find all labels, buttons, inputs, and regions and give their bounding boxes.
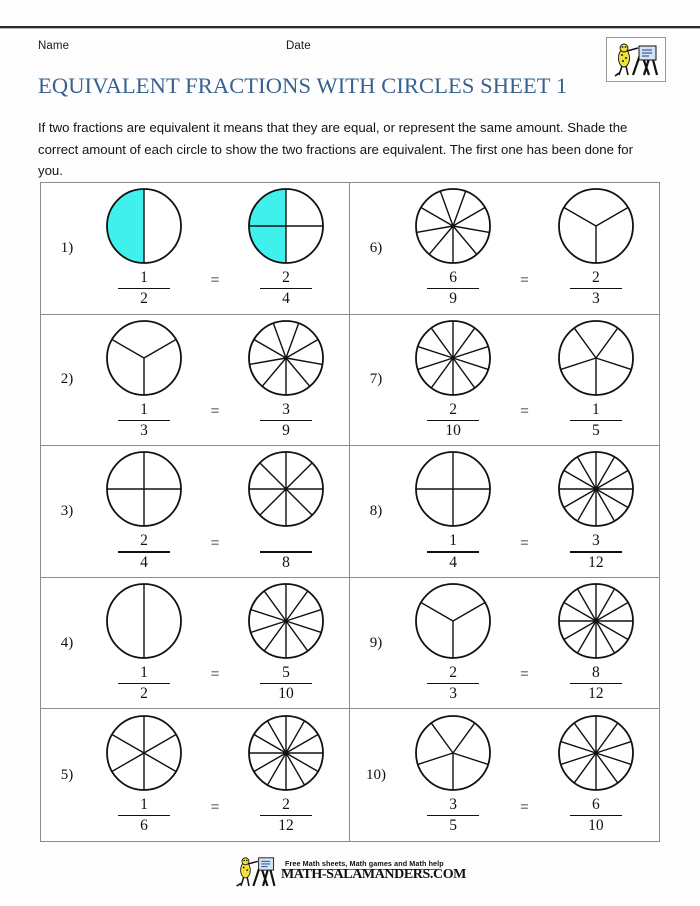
problem-number: 9)	[369, 634, 383, 651]
problem-number: 7)	[369, 371, 383, 388]
fraction-left	[118, 269, 170, 308]
fraction-bar	[118, 288, 170, 289]
equals-sign: =	[210, 534, 220, 552]
fraction-bar	[570, 551, 622, 552]
fraction-circle-left	[415, 188, 491, 264]
footer-salamander-icon	[234, 854, 278, 888]
equals-sign: =	[520, 271, 529, 289]
fraction-right	[260, 401, 312, 440]
fraction-bar	[260, 288, 312, 289]
numerator[interactable]: 2	[591, 269, 600, 287]
numerator[interactable]: 3	[591, 532, 600, 550]
fraction-bar	[260, 815, 312, 816]
problem-5-right	[544, 188, 648, 308]
fraction-circle-right	[558, 451, 634, 527]
fraction-left	[427, 269, 479, 308]
fraction-right	[260, 664, 312, 703]
denominator[interactable]: 10	[445, 422, 461, 440]
numerator[interactable]	[280, 532, 292, 550]
problem-number: 5)	[60, 766, 74, 783]
equals-sign: =	[210, 799, 220, 816]
fraction-left	[427, 532, 479, 571]
denominator[interactable]: 3	[591, 290, 600, 308]
denominator[interactable]: 2	[140, 290, 148, 308]
fraction-right	[570, 401, 622, 440]
fraction-bar	[570, 683, 622, 684]
fraction-circle-right	[558, 320, 634, 396]
fraction-circle-right	[558, 188, 634, 264]
problem-6-left	[401, 320, 505, 440]
fraction-circle-right	[248, 451, 324, 527]
numerator[interactable]: 3	[449, 796, 458, 813]
numerator[interactable]: 8	[591, 663, 600, 681]
problem-cell	[350, 183, 659, 315]
fraction-bar	[427, 551, 479, 552]
denominator[interactable]: 12	[278, 817, 294, 835]
fraction-circle-left	[106, 715, 182, 791]
footer-text	[281, 859, 466, 884]
numerator[interactable]: 2	[282, 796, 290, 813]
fraction-circle-left	[106, 583, 182, 659]
problem-number: 4)	[60, 634, 74, 651]
fraction-circle-right	[248, 320, 324, 396]
denominator[interactable]: 4	[140, 553, 148, 571]
fraction-right	[260, 269, 312, 308]
fraction-circle-right	[248, 188, 324, 264]
numerator[interactable]: 6	[591, 796, 600, 813]
numerator[interactable]: 2	[449, 663, 458, 681]
fraction-circle-left	[106, 451, 182, 527]
fraction-bar	[570, 420, 622, 421]
fraction-right	[260, 796, 312, 835]
fraction-right	[570, 532, 622, 571]
problem-7-right	[544, 451, 648, 571]
fraction-circle-left	[415, 715, 491, 791]
problem-number: 2)	[60, 371, 74, 388]
numerator[interactable]: 2	[140, 532, 148, 550]
problem-cell	[350, 578, 659, 710]
fraction-bar	[260, 420, 312, 421]
name-date-row	[38, 40, 598, 58]
equals-sign: =	[520, 666, 529, 684]
fraction-bar	[427, 815, 479, 816]
name-label: Name	[38, 40, 70, 52]
denominator[interactable]: 10	[588, 817, 604, 835]
header-rule	[0, 26, 700, 28]
problem-number: 8)	[369, 502, 383, 519]
fraction-circle-left	[106, 320, 182, 396]
fraction-bar	[570, 815, 622, 816]
problem-1-left	[92, 320, 196, 440]
fraction-circle-left	[106, 188, 182, 264]
problem-0-right	[234, 188, 338, 308]
problem-3-left	[92, 583, 196, 703]
denominator[interactable]: 12	[588, 553, 604, 571]
footer	[0, 854, 700, 888]
problem-number: 1)	[60, 239, 74, 256]
problem-2-left	[92, 451, 196, 571]
denominator[interactable]: 2	[140, 685, 148, 703]
problem-9-right	[544, 715, 648, 835]
fraction-circle-right	[558, 715, 634, 791]
fraction-bar	[427, 420, 479, 421]
fraction-left	[118, 401, 170, 440]
problem-4-left	[92, 715, 196, 835]
problem-8-right	[544, 583, 648, 703]
numerator[interactable]: 5	[282, 663, 290, 681]
fraction-bar	[118, 815, 170, 816]
fraction-pair	[87, 446, 349, 577]
equals-sign: =	[520, 799, 529, 816]
problem-8-left	[401, 583, 505, 703]
fraction-right	[570, 796, 622, 835]
footer-url[interactable]: MATH-SALAMANDERS.COM	[280, 867, 466, 883]
fraction-right	[570, 664, 622, 703]
fraction-circle-right	[248, 583, 324, 659]
fraction-bar	[427, 288, 479, 289]
instructions: If two fractions are equivalent it means that they are equal, or represent the same amount. Shade the correct amount of each circle to show the two fractions are equivalent. The first one has been done for you.	[38, 120, 633, 179]
fraction-bar	[118, 551, 170, 552]
fraction-circle-right	[558, 583, 634, 659]
fraction-pair	[396, 446, 659, 577]
date-label: Date	[286, 40, 311, 52]
problem-cell	[41, 183, 350, 315]
denominator[interactable]: 5	[591, 422, 600, 440]
problem-6-right	[544, 320, 648, 440]
problem-0-left	[92, 188, 196, 308]
fraction-bar	[427, 683, 479, 684]
problem-cell	[41, 578, 350, 710]
numerator[interactable]: 1	[140, 269, 148, 287]
fraction-bar	[118, 683, 170, 684]
denominator[interactable]: 3	[449, 685, 458, 703]
equals-sign: =	[210, 666, 220, 684]
fraction-left	[118, 664, 170, 703]
fraction-circle-right	[248, 715, 324, 791]
denominator[interactable]: 9	[449, 290, 458, 308]
equals-sign: =	[520, 534, 529, 552]
fraction-left	[427, 796, 479, 835]
fraction-left	[427, 401, 479, 440]
problem-cell	[41, 315, 350, 447]
problem-4-right	[234, 715, 338, 835]
problem-3-right	[234, 583, 338, 703]
numerator[interactable]: 1	[140, 400, 148, 418]
fraction-pair	[396, 183, 659, 314]
denominator[interactable]: 4	[449, 553, 458, 571]
fraction-pair	[87, 709, 349, 841]
fraction-left	[427, 664, 479, 703]
numerator[interactable]: 1	[591, 400, 600, 418]
denominator[interactable]: 3	[140, 422, 148, 440]
numerator[interactable]: 1	[449, 532, 458, 550]
problem-9-left	[401, 715, 505, 835]
fraction-bar	[570, 288, 622, 289]
equals-sign: =	[210, 403, 220, 421]
fraction-right	[570, 269, 622, 308]
fraction-pair	[87, 183, 349, 314]
equals-sign: =	[210, 271, 220, 289]
numerator[interactable]: 2	[282, 269, 290, 287]
fraction-pair	[396, 315, 659, 446]
denominator[interactable]: 8	[282, 553, 290, 571]
problem-5-left	[401, 188, 505, 308]
problem-7-left	[401, 451, 505, 571]
fraction-bar	[260, 551, 312, 552]
fraction-pair	[396, 578, 659, 709]
denominator[interactable]: 5	[449, 817, 458, 835]
denominator[interactable]: 6	[140, 817, 148, 835]
page-title: EQUIVALENT FRACTIONS WITH CIRCLES SHEET 1	[38, 73, 568, 98]
numerator[interactable]: 6	[449, 269, 458, 287]
numerator[interactable]: 1	[140, 663, 148, 681]
footer-tagline: Free Math sheets, Math games and Math help	[284, 858, 444, 868]
problem-cell	[350, 446, 659, 578]
equals-sign: =	[520, 403, 529, 421]
denominator[interactable]: 4	[282, 290, 290, 308]
problem-1-right	[234, 320, 338, 440]
fraction-pair	[396, 709, 659, 841]
salamander-whiteboard-icon	[611, 41, 661, 79]
fraction-bar	[118, 420, 170, 421]
numerator[interactable]: 1	[140, 796, 148, 813]
fraction-circle-left	[415, 583, 491, 659]
problem-number: 3)	[60, 502, 74, 519]
denominator[interactable]: 12	[588, 685, 604, 703]
fraction-left	[118, 532, 170, 571]
fraction-pair	[87, 315, 349, 446]
problem-grid	[40, 182, 660, 842]
problem-2-right	[234, 451, 338, 571]
fraction-right	[260, 532, 312, 571]
header-logo	[606, 37, 666, 82]
numerator[interactable]: 3	[282, 400, 290, 418]
fraction-bar	[260, 683, 312, 684]
problem-cell	[350, 315, 659, 447]
denominator[interactable]: 10	[278, 685, 294, 703]
fraction-circle-left	[415, 320, 491, 396]
fraction-pair	[87, 578, 349, 709]
problem-number: 10)	[366, 766, 386, 783]
denominator[interactable]: 9	[282, 422, 290, 440]
fraction-left	[118, 796, 170, 835]
problem-cell	[41, 709, 350, 841]
fraction-circle-left	[415, 451, 491, 527]
problem-cell	[350, 709, 659, 841]
problem-number: 6)	[369, 239, 383, 256]
numerator[interactable]: 2	[449, 400, 458, 418]
problem-cell	[41, 446, 350, 578]
